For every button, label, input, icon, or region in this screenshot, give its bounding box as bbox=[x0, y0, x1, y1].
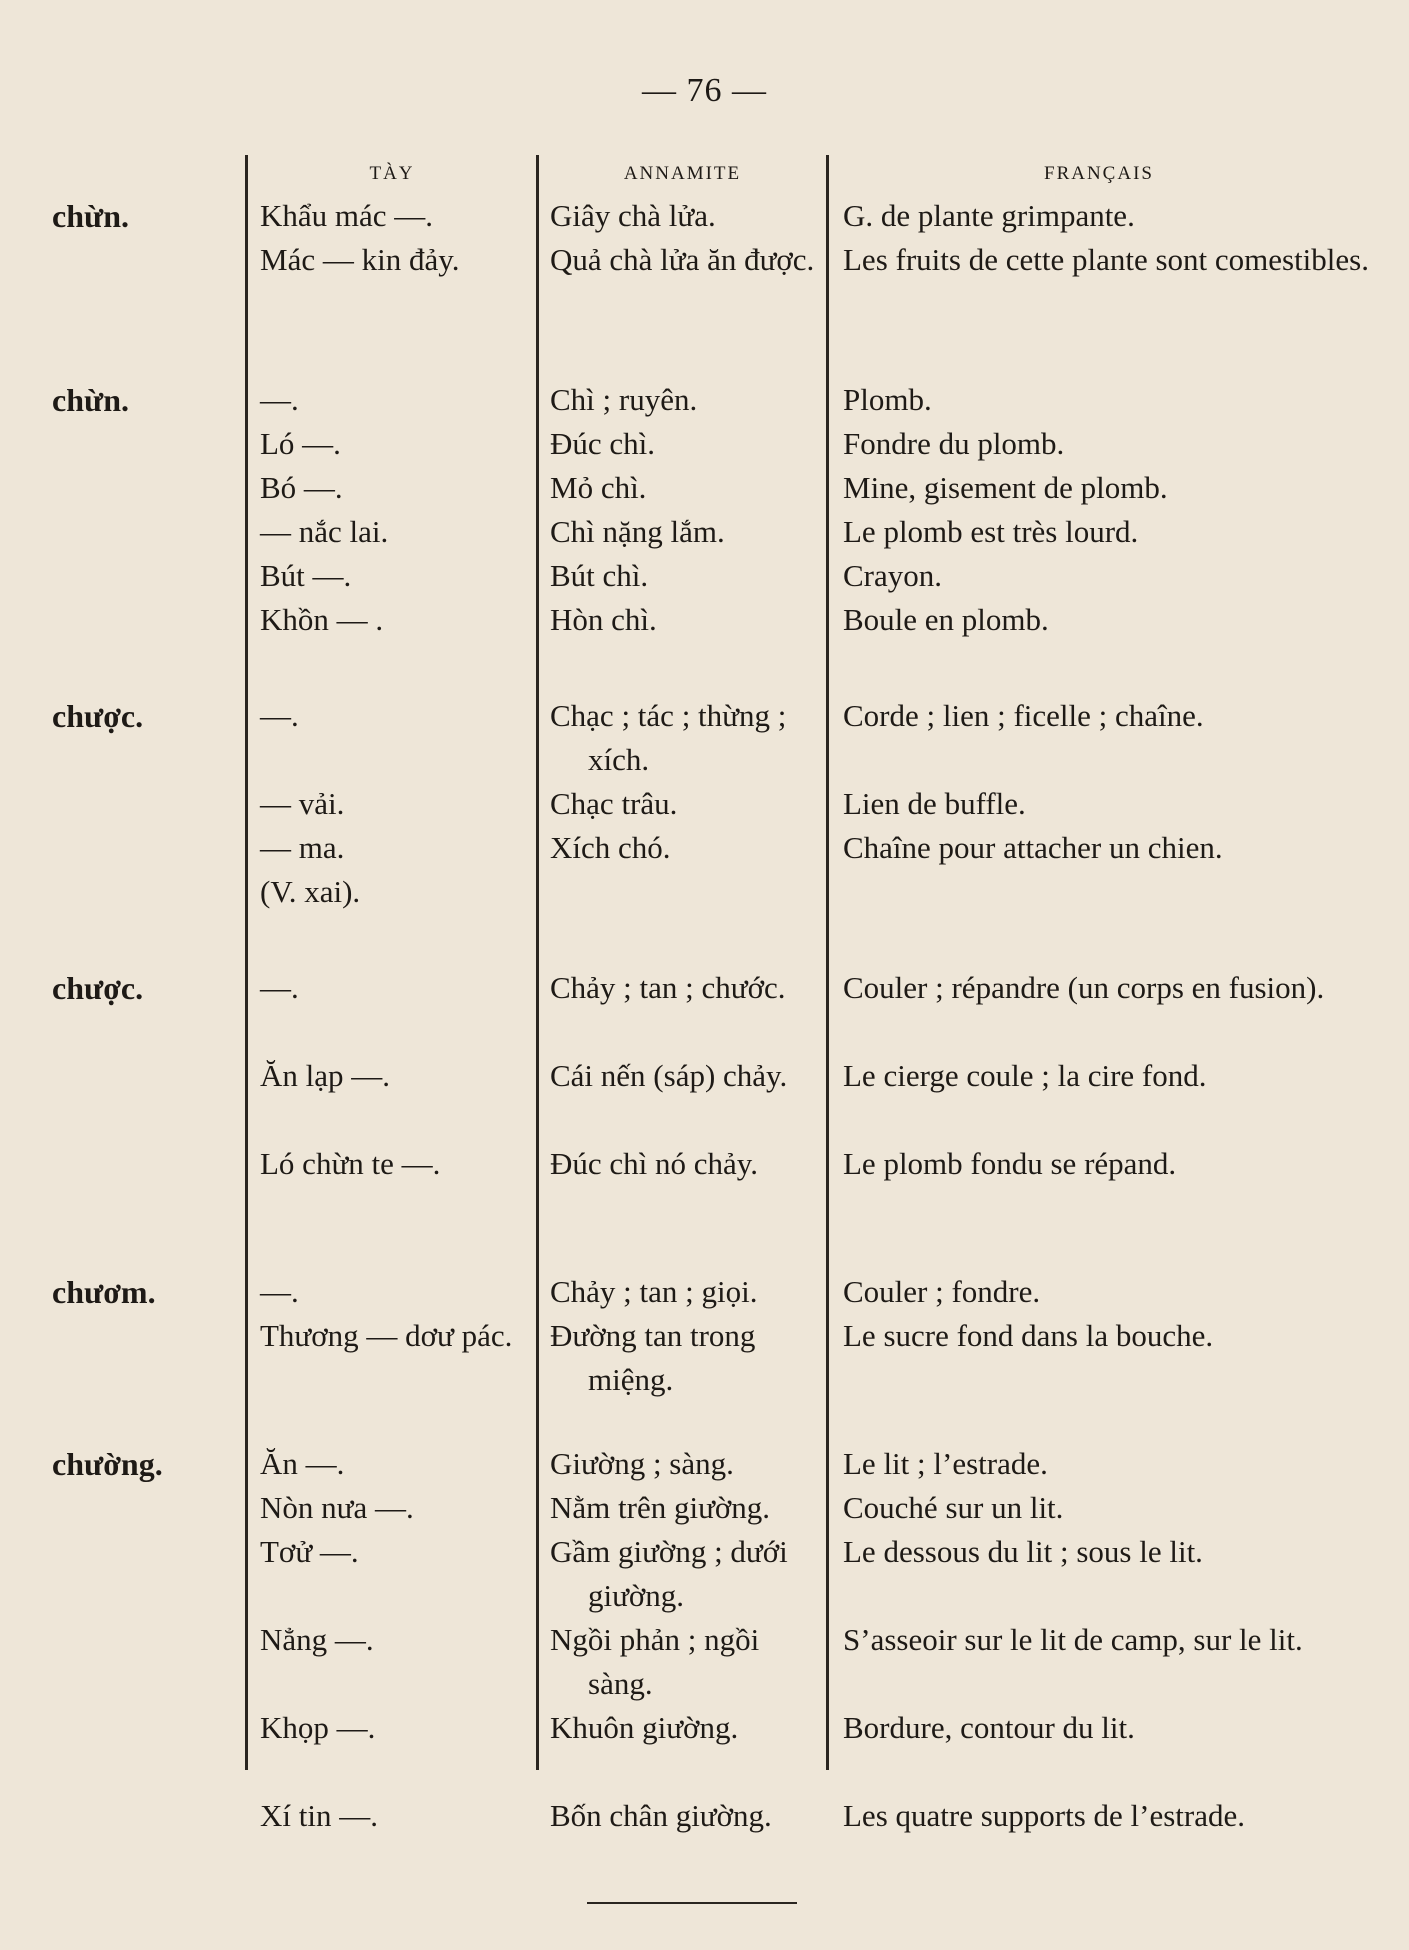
cell-text: Le plomb est très lourd. bbox=[843, 514, 1139, 549]
entry-row bbox=[0, 1266, 1409, 1310]
entry-row bbox=[0, 506, 1409, 550]
francais-cell bbox=[843, 374, 1373, 422]
cell-text: Le sucre fond dans la bouche. bbox=[843, 1318, 1214, 1353]
headword bbox=[0, 866, 237, 870]
francais-cell bbox=[843, 1138, 1373, 1186]
annamite-cell bbox=[550, 190, 820, 238]
cell-text: Mỏ chì. bbox=[550, 470, 647, 505]
francais-cell bbox=[843, 1310, 1373, 1358]
tay-cell bbox=[260, 190, 530, 238]
cell-text: Couler ; fondre. bbox=[843, 1274, 1041, 1309]
cell-text: (V. xai). bbox=[260, 874, 361, 909]
cell-text: Tơử —. bbox=[260, 1534, 359, 1569]
francais-cell bbox=[843, 690, 1373, 738]
cell-text: Khẩu mác —. bbox=[260, 198, 434, 233]
cell-text: Bốn chân giường. bbox=[550, 1798, 772, 1833]
cell-text: Mine, gisement de plomb. bbox=[843, 470, 1168, 505]
annamite-cell bbox=[550, 962, 820, 1010]
cell-text: Nòn nưa —. bbox=[260, 1490, 414, 1525]
cell-text: Boule en plomb. bbox=[843, 602, 1049, 637]
cell-text: Lien de buffle. bbox=[843, 786, 1026, 821]
cell-text: —. bbox=[260, 1274, 299, 1309]
entry-row bbox=[0, 866, 1409, 910]
page-number: — 76 — bbox=[642, 72, 767, 109]
francais-cell bbox=[843, 462, 1373, 510]
annamite-cell bbox=[550, 506, 820, 554]
tay-cell bbox=[260, 1138, 530, 1186]
headword: chược. bbox=[52, 698, 144, 734]
cell-text: Nằm trên giường. bbox=[550, 1490, 771, 1525]
tay-cell bbox=[260, 822, 530, 870]
entry bbox=[0, 962, 1409, 1226]
francais-cell bbox=[843, 822, 1373, 870]
tay-cell bbox=[260, 594, 530, 642]
tay-cell bbox=[260, 1438, 530, 1486]
cell-text: Khọp —. bbox=[260, 1710, 376, 1745]
header-tay: TÀY bbox=[369, 163, 415, 184]
tay-cell bbox=[260, 550, 530, 598]
cell-text: Plomb. bbox=[843, 382, 932, 417]
cell-text: Bó —. bbox=[260, 470, 343, 505]
cell-text: Đường tan trong miệng. bbox=[550, 1318, 756, 1397]
annamite-cell bbox=[550, 594, 820, 642]
entry bbox=[0, 190, 1409, 322]
annamite-cell bbox=[550, 1790, 820, 1838]
francais-cell bbox=[843, 550, 1373, 598]
cell-text: Chạc trâu. bbox=[550, 786, 678, 821]
cell-text: Bút chì. bbox=[550, 558, 649, 593]
cell-text: S’asseoir sur le lit de camp, sur le lit. bbox=[843, 1622, 1303, 1657]
entry-row bbox=[0, 1138, 1409, 1226]
annamite-cell bbox=[550, 1266, 820, 1314]
headword bbox=[0, 1482, 237, 1486]
headword: chừn. bbox=[52, 382, 129, 418]
headword: chươm. bbox=[52, 1274, 156, 1310]
headword bbox=[0, 594, 237, 598]
francais-cell bbox=[843, 1266, 1373, 1314]
cell-text: Đúc chì nó chảy. bbox=[550, 1146, 759, 1181]
cell-text: Nẳng —. bbox=[260, 1622, 374, 1657]
francais-cell bbox=[843, 1702, 1373, 1750]
tay-cell bbox=[260, 1614, 530, 1662]
headword bbox=[0, 418, 237, 422]
cell-text: —. bbox=[260, 382, 299, 417]
francais-cell bbox=[843, 1526, 1373, 1574]
entry bbox=[0, 1438, 1409, 1834]
cell-text: —. bbox=[260, 698, 299, 733]
headword bbox=[0, 550, 237, 554]
cell-text: Le lit ; l’estrade. bbox=[843, 1446, 1048, 1481]
annamite-cell bbox=[550, 1438, 820, 1486]
cell-text: Ló chừn te —. bbox=[260, 1146, 441, 1181]
francais-cell bbox=[843, 1790, 1373, 1838]
headword bbox=[0, 822, 237, 826]
cell-text: Giây chà lửa. bbox=[550, 198, 716, 233]
tay-cell bbox=[260, 462, 530, 510]
cell-text: — ma. bbox=[260, 830, 345, 865]
tay-cell bbox=[260, 506, 530, 554]
cell-text: Chaîne pour attacher un chien. bbox=[843, 830, 1223, 865]
annamite-cell bbox=[550, 690, 820, 782]
francais-cell bbox=[843, 594, 1373, 642]
entry-row bbox=[0, 1702, 1409, 1790]
tay-cell bbox=[260, 1526, 530, 1574]
bottom-rule bbox=[587, 1902, 797, 1904]
annamite-cell bbox=[550, 1138, 820, 1186]
cell-text: Chì nặng lắm. bbox=[550, 514, 725, 549]
cell-text: Mác — kin đảy. bbox=[260, 242, 460, 277]
headword bbox=[0, 778, 237, 782]
annamite-cell bbox=[550, 418, 820, 466]
cell-text: Ăn lạp —. bbox=[260, 1058, 391, 1093]
headword: chừn. bbox=[52, 198, 129, 234]
cell-text: Bordure, contour du lit. bbox=[843, 1710, 1135, 1745]
annamite-cell bbox=[550, 778, 820, 826]
francais-cell bbox=[843, 866, 1373, 870]
annamite-cell bbox=[550, 550, 820, 598]
annamite-cell bbox=[550, 374, 820, 422]
cell-text: Thương — dơư pác. bbox=[260, 1318, 513, 1353]
cell-text: Chì ; ruyên. bbox=[550, 382, 698, 417]
headword bbox=[0, 1790, 237, 1794]
tay-cell bbox=[260, 418, 530, 466]
cell-text: Le plomb fondu se répand. bbox=[843, 1146, 1177, 1181]
headword bbox=[0, 1526, 237, 1530]
entry-row bbox=[0, 594, 1409, 638]
tay-cell bbox=[260, 778, 530, 826]
annamite-cell bbox=[550, 1614, 820, 1706]
cell-text: Hòn chì. bbox=[550, 602, 657, 637]
cell-text: Fondre du plomb. bbox=[843, 426, 1065, 461]
cell-text: Giường ; sàng. bbox=[550, 1446, 734, 1481]
francais-cell bbox=[843, 190, 1373, 238]
entry-row bbox=[0, 778, 1409, 822]
tay-cell bbox=[260, 1482, 530, 1530]
entry-row bbox=[0, 374, 1409, 418]
cell-text: Khồn — . bbox=[260, 602, 384, 637]
cell-text: Couler ; répandre (un corps en fusion). bbox=[843, 970, 1325, 1005]
cell-text: Crayon. bbox=[843, 558, 943, 593]
tay-cell bbox=[260, 234, 530, 282]
entry-row bbox=[0, 1050, 1409, 1138]
tay-cell bbox=[260, 1310, 530, 1358]
francais-cell bbox=[843, 1438, 1373, 1486]
headword bbox=[0, 1138, 237, 1142]
francais-cell bbox=[843, 1050, 1373, 1098]
cell-text: Cái nến (sáp) chảy. bbox=[550, 1058, 788, 1093]
annamite-cell bbox=[550, 1526, 820, 1618]
cell-text: Ăn —. bbox=[260, 1446, 345, 1481]
headword bbox=[0, 1050, 237, 1054]
entry bbox=[0, 374, 1409, 638]
cell-text: Chảy ; tan ; chước. bbox=[550, 970, 786, 1005]
header-francais: FRANÇAIS bbox=[1044, 163, 1154, 184]
francais-cell bbox=[843, 1482, 1373, 1530]
cell-text: — nắc lai. bbox=[260, 514, 389, 549]
cell-text: Xí tin —. bbox=[260, 1798, 378, 1833]
tay-cell bbox=[260, 690, 530, 738]
annamite-cell bbox=[550, 866, 820, 870]
annamite-cell bbox=[550, 462, 820, 510]
entry-row bbox=[0, 1482, 1409, 1526]
entry-row bbox=[0, 418, 1409, 462]
tay-cell bbox=[260, 1050, 530, 1098]
tay-cell bbox=[260, 374, 530, 422]
headword: chược. bbox=[52, 970, 144, 1006]
entry-row bbox=[0, 822, 1409, 866]
entry-row bbox=[0, 462, 1409, 506]
cell-text: —. bbox=[260, 970, 299, 1005]
annamite-cell bbox=[550, 1050, 820, 1098]
entry-row bbox=[0, 1790, 1409, 1834]
annamite-cell bbox=[550, 234, 820, 282]
cell-text: — vải. bbox=[260, 786, 345, 821]
entry-row bbox=[0, 1526, 1409, 1614]
francais-cell bbox=[843, 506, 1373, 554]
francais-cell bbox=[843, 778, 1373, 826]
francais-cell bbox=[843, 418, 1373, 466]
cell-text: Quả chà lửa ăn được. bbox=[550, 242, 815, 277]
tay-cell bbox=[260, 1702, 530, 1750]
cell-text: Bút —. bbox=[260, 558, 352, 593]
entry-row bbox=[0, 234, 1409, 322]
cell-text: Khuôn giường. bbox=[550, 1710, 739, 1745]
entry-row bbox=[0, 962, 1409, 1050]
cell-text: Les quatre supports de l’estrade. bbox=[843, 1798, 1246, 1833]
francais-cell bbox=[843, 962, 1373, 1010]
annamite-cell bbox=[550, 1482, 820, 1530]
entries-list bbox=[0, 190, 1409, 1834]
entry-row bbox=[0, 1438, 1409, 1482]
entry-row bbox=[0, 1614, 1409, 1702]
header-annamite: ANNAMITE bbox=[623, 163, 742, 184]
tay-cell bbox=[260, 1790, 530, 1838]
entry-row bbox=[0, 190, 1409, 234]
cell-text: Đúc chì. bbox=[550, 426, 656, 461]
tay-cell bbox=[260, 962, 530, 1010]
cell-text: Chạc ; tác ; thừng ; xích. bbox=[550, 698, 787, 777]
annamite-cell bbox=[550, 1310, 820, 1402]
headword: chường. bbox=[52, 1446, 163, 1482]
tay-cell bbox=[260, 866, 530, 914]
cell-text: Le dessous du lit ; sous le lit. bbox=[843, 1534, 1203, 1569]
entry-row bbox=[0, 550, 1409, 594]
cell-text: Ngồi phản ; ngồi sàng. bbox=[550, 1622, 760, 1701]
headword bbox=[0, 506, 237, 510]
cell-text: Le cierge coule ; la cire fond. bbox=[843, 1058, 1207, 1093]
cell-text: Corde ; lien ; ficelle ; chaîne. bbox=[843, 698, 1204, 733]
cell-text: Les fruits de cette plante sont comestibles. bbox=[843, 242, 1369, 277]
francais-cell bbox=[843, 234, 1373, 282]
entry bbox=[0, 1266, 1409, 1398]
headword bbox=[0, 234, 237, 238]
francais-cell bbox=[843, 1614, 1373, 1662]
headword bbox=[0, 1310, 237, 1314]
headword bbox=[0, 462, 237, 466]
cell-text: Xích chó. bbox=[550, 830, 671, 865]
annamite-cell bbox=[550, 822, 820, 870]
headword bbox=[0, 1702, 237, 1706]
cell-text: Gầm giường ; dưới giường. bbox=[550, 1534, 788, 1613]
headword bbox=[0, 1614, 237, 1618]
annamite-cell bbox=[550, 1702, 820, 1750]
cell-text: Ló —. bbox=[260, 426, 341, 461]
entry-row bbox=[0, 1310, 1409, 1398]
entry-row bbox=[0, 690, 1409, 778]
entry bbox=[0, 690, 1409, 910]
cell-text: Chảy ; tan ; giọi. bbox=[550, 1274, 758, 1309]
tay-cell bbox=[260, 1266, 530, 1314]
cell-text: G. de plante grimpante. bbox=[843, 198, 1135, 233]
cell-text: Couché sur un lit. bbox=[843, 1490, 1064, 1525]
